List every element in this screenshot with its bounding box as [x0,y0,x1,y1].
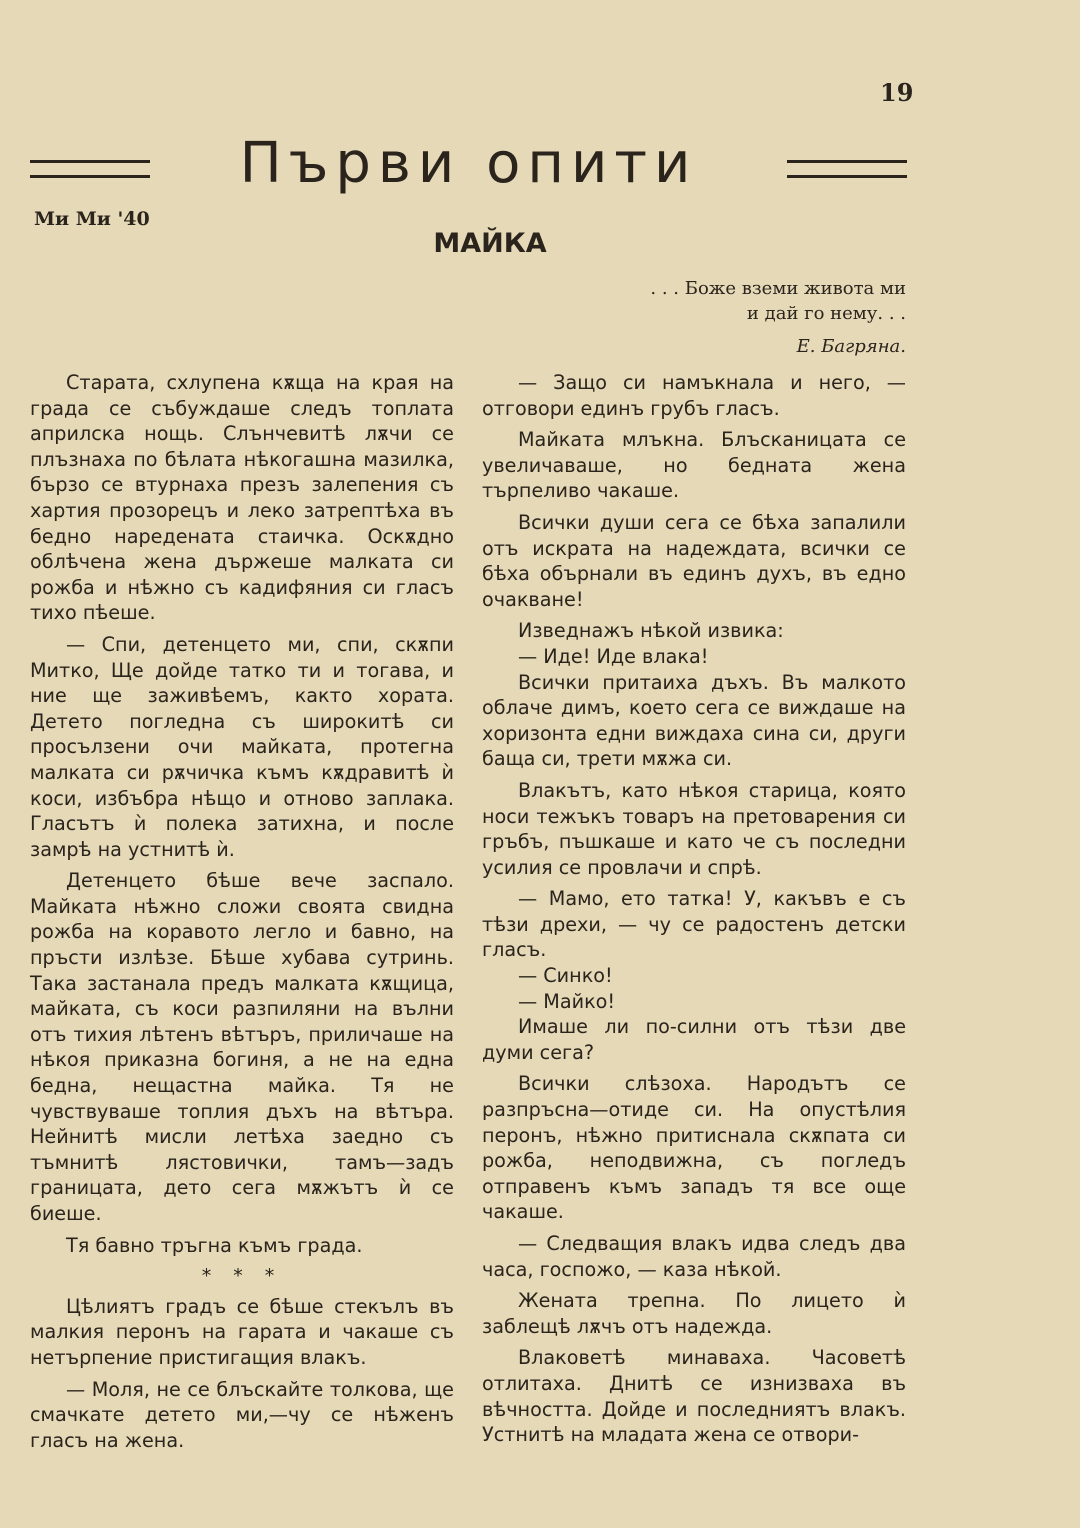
paragraph: Влакътъ, като нѣкоя старица, която носи тежъкъ товаръ на претоварения си гръбъ, пъшкаше и като че съ последни усилия се провлачи и спрѣ. [482,778,906,879]
story-title: МАЙКА [433,228,547,259]
paragraph: Влаковетѣ минаваха. Часоветѣ отлитаха. Днитѣ се изнизваха въ вѣчността. Дойде и последниятъ влакъ. Устнитѣ на младата жена се отвори- [482,1346,906,1447]
section-title: Първи опити [239,131,698,196]
paragraph: — Моля, не се блъскайте толкова, ще смачкате детето ми,—чу се нѣженъ гласъ на жена. [30,1377,454,1452]
paragraph: Всички души сега се бѣха запалили отъ искрата на надеждата, всички се бѣха обърнали въ единъ духъ, въ едно очакване! [482,510,906,611]
epigraph-line: . . . Боже вземи живота ми [650,278,906,299]
paragraph: Всички притаиха дъхъ. Въ малкото облаче димъ, което сега се виждаше на хоризонта едни виждаха сина си, други баща си, трети мѫжа си. [482,670,906,771]
paragraph: — Иде! Иде влака! [518,644,709,668]
paragraph: Цѣлиятъ градъ се бѣше стекълъ въ малкия перонъ на гарата и чакаше съ нетърпение пристигащия влакъ. [30,1294,454,1369]
paragraph: Детенцето бѣше вече заспало. Майката нѣжно сложи своята свидна рожба на коравото легло и бавно, на пръсти излѣзе. Бѣше хубава сутринь. Така застанала предъ малката кѫщица, майката, съ коси разпиляни на вълни отъ тихия лѣтенъ вѣтъръ, приличаше на нѣкоя приказна богиня, а не на една бедна, нещастна майка. Тя не чувствуваше топлия дъхъ на вѣтъра. Нейнитѣ мисли летѣха заедно съ тъмнитѣ лястовички, тамъ—задъ границата, дето сега мѫжътъ ѝ се биеше. [30,869,454,1225]
paragraph: — Синко! [518,964,613,988]
right-column [482,370,906,1454]
header-rule-right [787,160,907,178]
section-break: * * * [201,1265,283,1288]
paragraph: Имаше ли по-силни отъ тѣзи две думи сега? [482,1015,906,1064]
paragraph: Майката млъкна. Блъсканицата се увеличаваше, но бедната жена търпеливо чакаше. [482,428,906,503]
epigraph [560,276,906,359]
paragraph: — Спи, детенцето ми, спи, скѫпи Митко, Ще дойде татко ти и тогава, и ние ще заживѣемъ, както хората. Детето погледна съ широкитѣ си просълзени очи майката, протегна малката си рѫчичка къмъ кѫдравитѣ ѝ коси, избъбра нѣщо и отново заплака. Гласътъ ѝ полека затихна, и после замрѣ на устнитѣ ѝ. [30,632,454,861]
paragraph: — Следващия влакъ идва следъ два часа, госпожо, — каза нѣкой. [482,1232,906,1281]
epigraph-line: и дай го нему. . . [746,303,906,324]
paragraph: — Мамо, ето татка! У, какъвъ е съ тѣзи дрехи, — чу се радостенъ детски гласъ. [482,887,906,962]
paragraph: Старата, схлупена кѫща на края на града се събуждаше следъ топлата априлска нощь. Слънчевитѣ лѫчи се плъзнаха по бѣлата нѣкогашна мазилка, бързо се втурнаха презъ залепения съ хартия прозорецъ и леко затрептѣха въ бедно наредената стаичка. Оскѫдно облѣчена жена държеше малката си рожба и нѣжно съ кадифяния си гласъ тихо пѣеше. [30,371,454,625]
paragraph: Всички слѣзоха. Народътъ се разпръсна—отиде си. На опустѣлия перонъ, нѣжно притиснала скѫпата си рожба, неподвижна, съ погледъ отправенъ къмъ западъ тя все още чакаше. [482,1072,906,1224]
author-name: Ми Ми '40 [34,208,150,230]
paragraph: Изведнажъ нѣкой извика: [518,619,784,643]
left-column [30,370,454,1459]
page-number: 19 [880,78,914,107]
paragraph: Тя бавно тръгна къмъ града. [66,1233,363,1257]
epigraph-attribution: Е. Багряна. [796,336,906,357]
paragraph: — Майко! [518,989,616,1013]
paragraph: — Защо си намъкнала и него, — отговори единъ грубъ гласъ. [482,371,906,420]
paragraph: Жената трепна. По лицето ѝ заблещѣ лѫчъ отъ надежда. [482,1289,906,1338]
header-rule-left [30,160,150,178]
